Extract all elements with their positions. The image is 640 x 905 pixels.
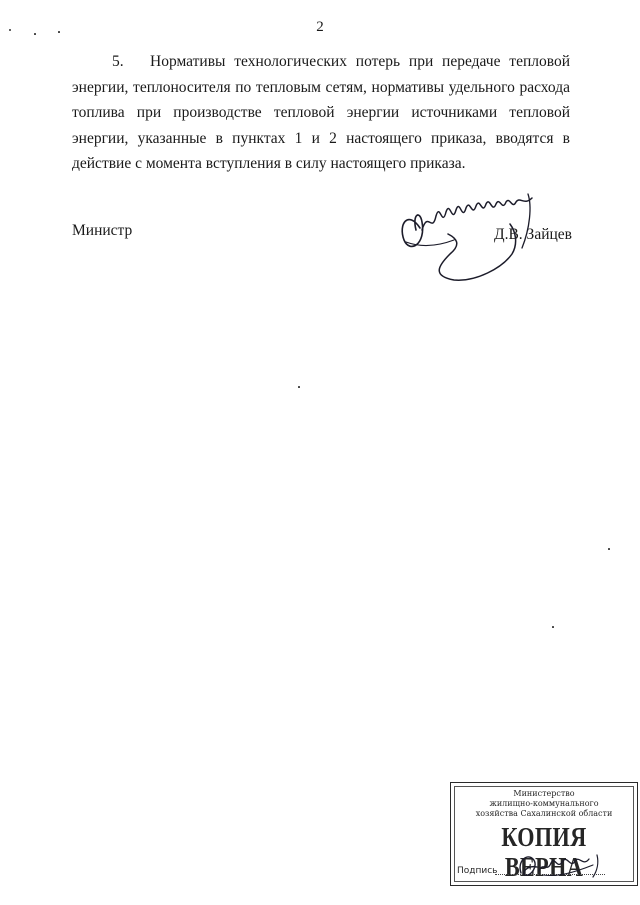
stamp-org-line-1: Министерство [513, 789, 575, 798]
stamp-handwritten-signature [513, 851, 613, 881]
scan-speck [34, 33, 36, 35]
scan-speck [9, 29, 11, 31]
signer-position: Министр [72, 222, 133, 239]
handwritten-signature [392, 188, 552, 284]
clause-number: 5. [112, 53, 124, 70]
scan-speck [298, 386, 300, 388]
scan-speck [608, 548, 610, 550]
scan-speck [58, 31, 60, 33]
clause-text: Нормативы технологических потерь при передаче тепловой энергии, теплоносителя по тепловым сетям, нормативы удельного расхода топлива при производстве тепловой энергии источниками тепловой энергии, указанные в пунктах 1 и 2 настоящего приказа, вводятся в действие с момента вступления в силу настоящего приказа. [72, 53, 570, 172]
clause-paragraph [72, 49, 570, 177]
stamp-org-line-3: хозяйства Сахалинской области [475, 809, 613, 818]
certified-copy-stamp [450, 782, 638, 886]
page-number: 2 [316, 19, 324, 35]
stamp-signature-label: Подпись [457, 866, 498, 876]
stamp-org-line-2: жилищно-коммунального [489, 799, 599, 808]
stamp-main-text: КОПИЯ ВЕРНА [501, 822, 587, 882]
scan-speck [552, 626, 554, 628]
signer-name: Д.В. Зайцев [494, 226, 572, 243]
